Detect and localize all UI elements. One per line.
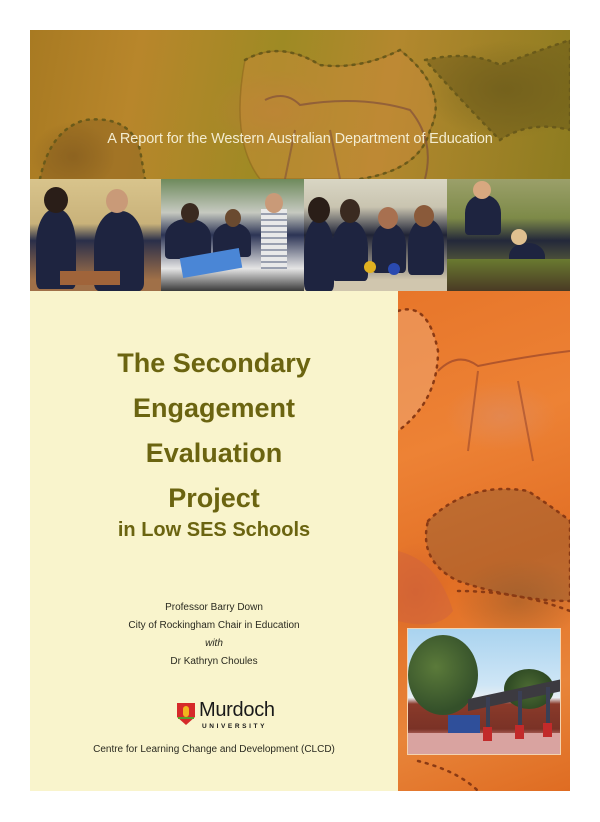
author-connector: with xyxy=(205,638,223,649)
title-block xyxy=(30,291,398,791)
title-line: Evaluation xyxy=(145,438,283,468)
title-line: Engagement xyxy=(132,393,296,423)
authors xyxy=(30,599,398,671)
report-title xyxy=(30,341,398,521)
logo-name: Murdoch xyxy=(199,699,275,721)
primary-author-role: City of Rockingham Chair in Education xyxy=(128,620,300,631)
secondary-author: Dr Kathryn Choules xyxy=(170,656,258,667)
shield-icon xyxy=(176,702,196,726)
title-line: Project xyxy=(168,483,260,513)
primary-author: Professor Barry Down xyxy=(165,602,263,613)
centre-name: Centre for Learning Change and Development (CLCD) xyxy=(93,744,335,755)
report-cover xyxy=(30,30,570,791)
report-subtitle-schools: in Low SES Schools xyxy=(117,519,311,541)
report-subtitle: A Report for the Western Australian Department of Education xyxy=(107,131,493,147)
photo-classroom xyxy=(161,179,304,291)
photo-strip xyxy=(30,179,570,291)
photo-science-lab xyxy=(304,179,447,291)
photo-woodwork xyxy=(30,179,161,291)
title-line: The Secondary xyxy=(117,348,311,378)
photo-gardening xyxy=(447,179,570,291)
dot-painting-artwork xyxy=(30,30,570,179)
logo-subname: UNIVERSITY xyxy=(202,723,268,730)
murdoch-university-logo xyxy=(176,699,286,732)
side-art-panel xyxy=(398,291,570,791)
top-banner xyxy=(30,30,570,179)
school-building-photo xyxy=(407,628,561,755)
wall-mural xyxy=(448,715,480,735)
